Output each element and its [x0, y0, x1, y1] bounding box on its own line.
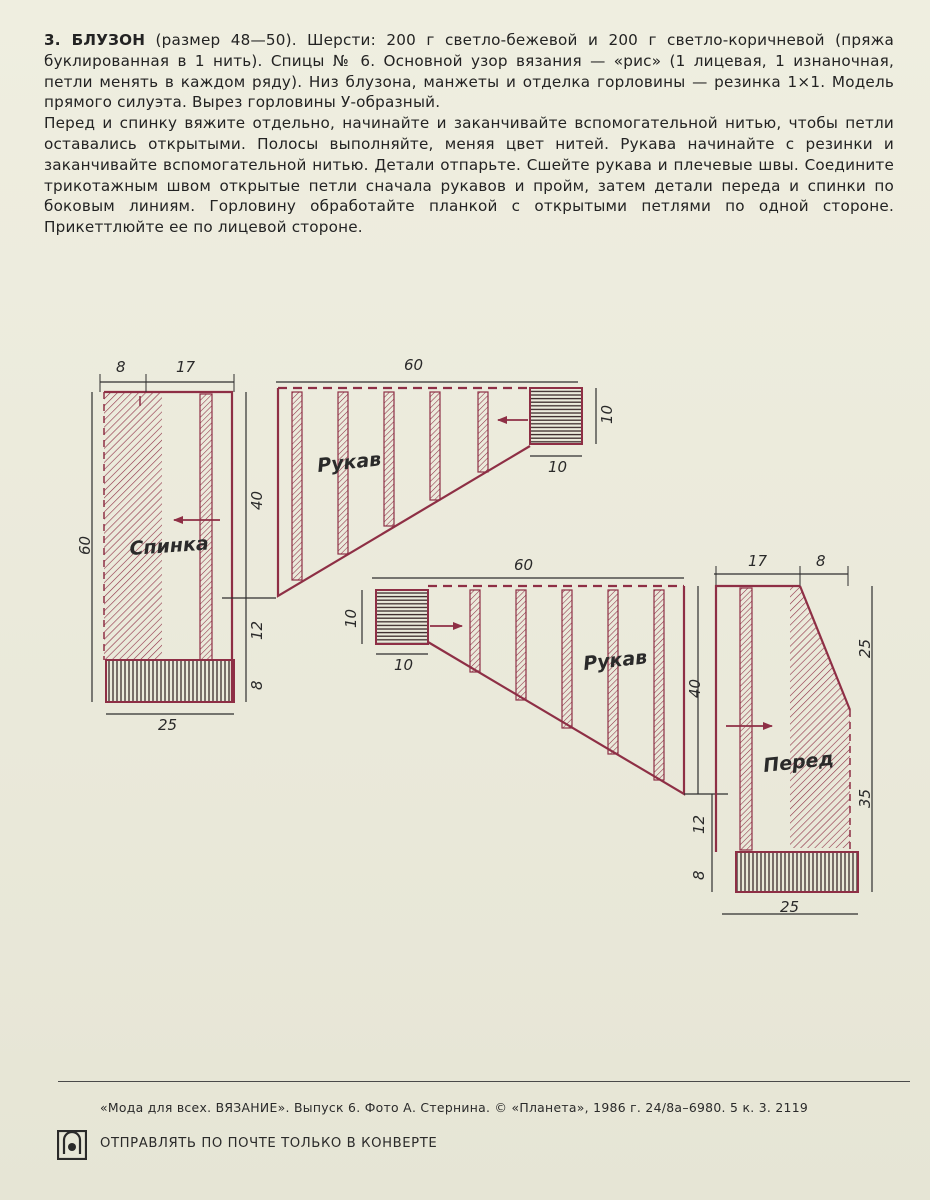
sleeve-stripe	[478, 392, 488, 472]
dim-back-rib: 8	[248, 680, 266, 690]
dim-back-shoulder: 17	[176, 358, 196, 376]
front-outline	[716, 586, 800, 852]
postal-note: ОТПРАВЛЯТЬ ПО ПОЧТЕ ТОЛЬКО В КОНВЕРТЕ	[100, 1136, 438, 1151]
back-stripe	[200, 394, 212, 660]
sleeve-bottom-label: Рукав	[582, 646, 649, 675]
dim-sleeve-bottom-cuff-w: 10	[394, 656, 414, 674]
back-label: Спинка	[128, 532, 210, 560]
sleeve-top-piece	[222, 356, 616, 598]
dim-front-lower: 35	[856, 788, 874, 808]
back-rib	[106, 660, 234, 702]
back-piece	[76, 358, 266, 734]
postal-stamp-icon	[57, 1130, 87, 1160]
dim-front-side: 12	[690, 814, 708, 834]
instructions-paragraph: Перед и спинку вяжите отдельно, начинайте и заканчивайте вспомогательной нитью, чтобы петли оставались открытыми. Полосы выполняйте, меняя цвет нитей. Рукава начинайте с резинки и заканчивайте вспомогательной нитью. Детали отпарьте. Сшейте рукава и плечевые швы. Соедините трикотажным швом открытые петли сначала рукавов и пройм, затем детали переда и спинки по боковым линиям. Горловину обработайте планкой с открытыми петлями по одной стороне. Прикеттлюйте ее по лицевой стороне.	[44, 114, 894, 237]
sleeve-stripe	[562, 590, 572, 728]
front-piece	[690, 552, 874, 916]
front-stripe	[740, 588, 752, 850]
sleeve-top-label: Рукав	[316, 448, 383, 477]
dim-back-height: 60	[76, 535, 94, 555]
dim-front-neck: 8	[816, 552, 826, 570]
sleeve-top-outline	[278, 388, 530, 596]
dim-front-rib: 8	[690, 870, 708, 880]
intro-paragraph	[44, 30, 894, 113]
sleeve-stripe	[516, 590, 526, 700]
dim-sleeve-top-length: 60	[404, 356, 424, 374]
sleeve-stripe	[470, 590, 480, 672]
sleeve-stripe	[654, 590, 664, 780]
sleeve-stripe	[430, 392, 440, 500]
dim-front-shoulder: 17	[748, 552, 768, 570]
footer-divider	[58, 1081, 910, 1082]
dim-back-armhole: 40	[248, 490, 266, 510]
dim-sleeve-bottom-height: 40	[686, 678, 704, 698]
publication-credit: «Мода для всех. ВЯЗАНИЕ». Выпуск 6. Фото А. Стернина. © «Планета», 1986 г. 24/8а–6980. 5 к. 3. 2119	[100, 1100, 809, 1115]
dim-sleeve-bottom-length: 60	[514, 556, 534, 574]
dim-sleeve-top-cuff-w: 10	[548, 458, 568, 476]
dim-back-width: 25	[158, 716, 178, 734]
pattern-title: 3. БЛУЗОН	[44, 31, 146, 49]
pattern-description	[44, 30, 894, 238]
dim-front-v-depth: 25	[856, 638, 874, 658]
sleeve-bottom-piece	[342, 556, 728, 794]
dim-front-width: 25	[780, 898, 800, 916]
front-rib	[736, 852, 858, 892]
front-label: Перед	[762, 747, 835, 777]
dim-sleeve-bottom-cuff-h: 10	[342, 608, 360, 628]
back-neck-hatch	[104, 392, 162, 660]
sleeve-stripe	[292, 392, 302, 580]
dim-back-side: 12	[248, 620, 266, 640]
intro-text: (размер 48—50). Шерсти: 200 г светло-бежевой и 200 г светло-коричневой (пряжа буклированная в 1 нить). Спицы № 6. Основной узор вязания — «рис» (1 лицевая, 1 изнаночная, петли менять в каждом ряду). Низ блузона, манжеты и отделка горловины — резинка 1×1. Модель прямого силуэта. Вырез горловины У-образный.	[44, 31, 894, 112]
sleeve-bottom-cuff	[376, 590, 428, 644]
sleeve-top-cuff	[530, 388, 582, 444]
sleeve-stripe	[384, 392, 394, 526]
dim-sleeve-top-cuff-h: 10	[598, 404, 616, 424]
sleeve-bottom-outline	[428, 586, 684, 794]
pattern-diagram	[0, 340, 930, 940]
front-neck-hatch	[790, 586, 850, 848]
dim-back-neck: 8	[116, 358, 126, 376]
